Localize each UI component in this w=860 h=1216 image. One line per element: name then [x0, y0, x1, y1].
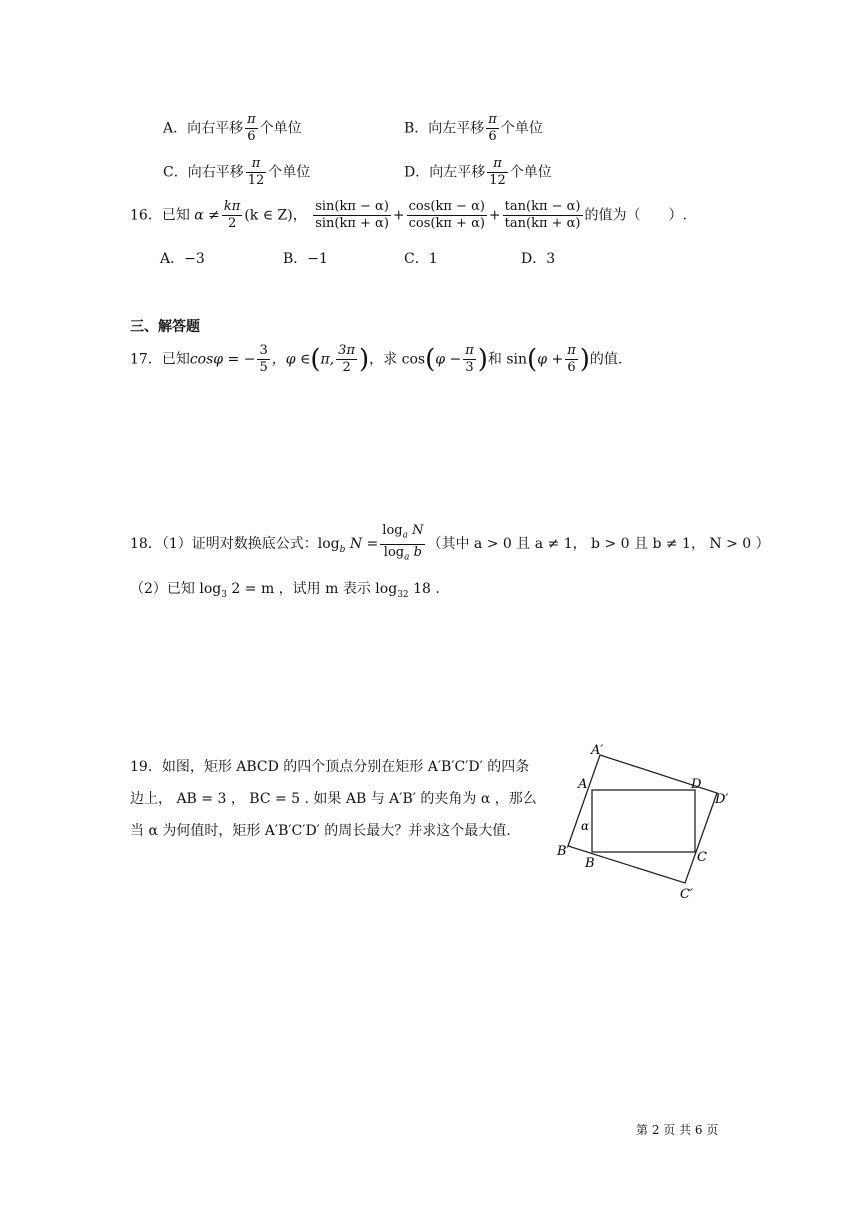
- q19-line-1: 19．如图，矩形 ABCD 的四个顶点分别在矩形 A′B′C′D′ 的四条: [130, 759, 530, 775]
- q16-fraction-sin: $\frac{\sin(k\pi - \alpha)}{\sin(k\pi + \alpha)}$: [315, 199, 389, 231]
- label-a-prime: A′: [591, 743, 604, 758]
- q18-part2: （2）已知 $\log_3 2 = m$ ，试用 m 表示 $\log_{32} 18$ .: [130, 581, 440, 600]
- q15-option-d: D．向左平移 $\frac{\pi}{12}$ 个单位: [404, 156, 552, 188]
- label-alpha: α: [581, 819, 590, 833]
- q16-stem: 16．已知 α ≠ $\frac{k\pi}{2}$ (k ∈ Z)， $\frac{\sin(k\pi - \alpha)}{\sin(k\pi + \alpha)}$ + $\frac{\cos(k\pi - \alpha)}{\cos(k\pi + \alpha)}$ + $\frac{\tan(k\pi - \alpha)}{\tan(k\pi + \alpha)}$ 的值为（ ）.: [130, 199, 687, 231]
- q15-option-b: B．向左平移 $\frac{\pi}{6}$ 个单位: [404, 112, 543, 144]
- label-a: A: [578, 777, 588, 792]
- label-d-prime: D′: [715, 792, 729, 807]
- label-b-prime: B′: [557, 844, 570, 859]
- label-c-prime: C′: [680, 887, 693, 902]
- q18-part1: 18．（1）证明对数换底公式：$\log_b N$ = $\frac{\log_a N}{\log_a b}$ （其中 a > 0 且 a ≠ 1， b > 0 且 b ≠ 1， N > 0 ）: [130, 523, 770, 563]
- q19-line-2: 边上， AB = 3 ， BC = 5 . 如果 AB 与 A′B′ 的夹角为 α ，那么: [130, 791, 537, 807]
- q16-option-c: C．1: [404, 251, 438, 267]
- label-b: B: [585, 856, 595, 871]
- page-number-footer: 第 2 页 共 6 页: [636, 1123, 719, 1137]
- q15-option-c: C．向右平移 $\frac{\pi}{12}$ 个单位: [163, 156, 311, 188]
- label-d: D: [691, 777, 702, 792]
- label-c: C: [697, 850, 707, 865]
- q16-option-d: D．3: [521, 251, 556, 267]
- q19-line-3: 当 α 为何值时，矩形 A′B′C′D′ 的周长最大？并求这个最大值.: [130, 823, 511, 839]
- q16-fraction-tan: $\frac{\tan(k\pi - \alpha)}{\tan(k\pi + \alpha)}$: [504, 199, 581, 231]
- inner-rectangle: [592, 790, 695, 852]
- q15-option-a: A．向右平移 $\frac{\pi}{6}$ 个单位: [163, 112, 302, 144]
- q16-option-b: B．−1: [283, 251, 328, 267]
- q16-option-a: A．−3: [160, 251, 205, 267]
- q17-stem: 17．已知cosφ = − $\frac{3}{5}$ ，φ ∈(π, $\frac{3\pi}{2}$ )，求 cos(φ − $\frac{\pi}{3}$ )和 sin(φ + $\frac{\pi}{6}$ )的值.: [130, 343, 623, 375]
- q16-fraction-cos: $\frac{\cos(k\pi - \alpha)}{\cos(k\pi + \alpha)}$: [408, 199, 485, 231]
- q19-rectangle-figure: [555, 738, 735, 903]
- section-heading: 三、解答题: [130, 319, 200, 335]
